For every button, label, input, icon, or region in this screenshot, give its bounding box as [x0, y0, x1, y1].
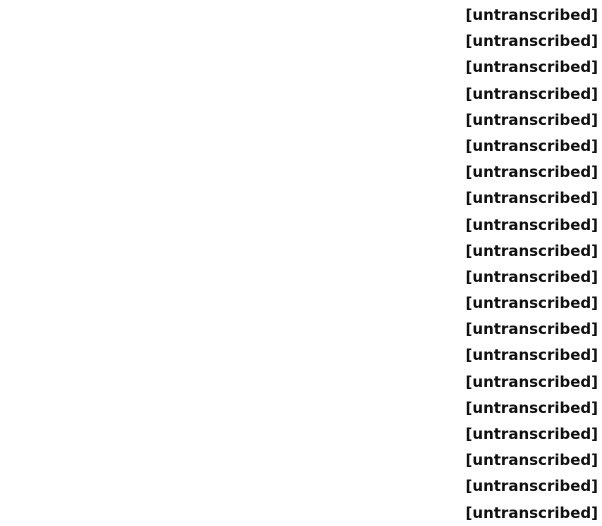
article-line: [untranscribed]: [465, 425, 598, 443]
article-line: [untranscribed]: [465, 294, 598, 313]
article-line: [untranscribed]: [465, 346, 598, 365]
article-line: [untranscribed]: [465, 241, 598, 260]
article-line: [untranscribed]: [465, 477, 598, 496]
article-line: [untranscribed]: [465, 58, 598, 77]
article-line: [untranscribed]: [465, 215, 598, 234]
article-line: [untranscribed]: [465, 451, 598, 470]
article-line: [untranscribed]: [465, 110, 598, 129]
article-line: [untranscribed]: [465, 267, 598, 286]
article-line: [untranscribed]: [465, 32, 598, 51]
article-line: [untranscribed]: [465, 189, 598, 208]
article-line: [untranscribed]: [465, 320, 598, 339]
article-line: [untranscribed]: [465, 398, 598, 417]
article-line: [untranscribed]: [465, 84, 598, 103]
article-line: [untranscribed]: [465, 372, 598, 391]
article-line: [untranscribed]: [465, 6, 598, 24]
article-line: [untranscribed]: [465, 503, 598, 522]
article-line: [untranscribed]: [465, 136, 598, 155]
article-line: [untranscribed]: [465, 163, 598, 182]
